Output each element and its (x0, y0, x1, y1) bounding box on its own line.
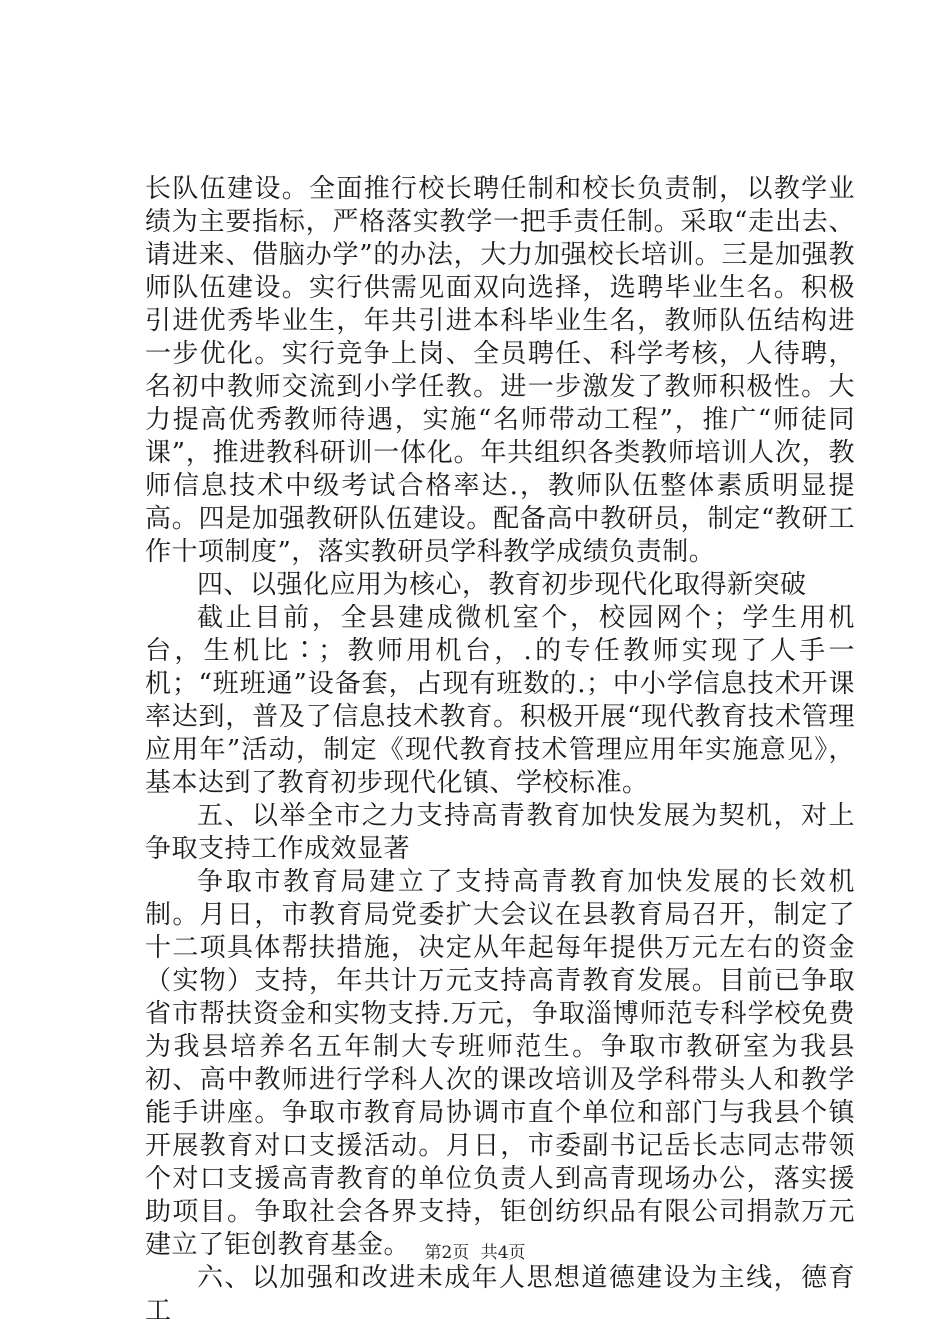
paragraph-teacher-team: 长队伍建设。全面推行校长聘任制和校长负责制，以教学业绩为主要指标，严格落实教学一把手责任制。采取“走出去、请进来、借脑办学”的办法，大力加强校长培训。三是加强教师队伍建设。实行供需见面双向选择，选聘毕业生名。积极引进优秀毕业生，年共引进本科毕业生名，教师队伍结构进一步优化。实行竞争上岗、全员聘任、科学考核，人待聘，名初中教师交流到小学任教。进一步激发了教师积极性。大力提高优秀教师待遇，实施“名师带动工程”，推广“师徒同课”，推进教科研训一体化。年共组织各类教师培训人次，教师信息技术中级考试合格率达.，教师队伍整体素质明显提高。四是加强教研队伍建设。配备高中教研员，制定“教研工作十项制度”，落实教研员学科教学成绩负责制。 (145, 174, 855, 567)
paragraph-support: 争取市教育局建立了支持高青教育加快发展的长效机制。月日，市教育局党委扩大会议在县教育局召开，制定了十二项具体帮扶措施，决定从年起每年提供万元左右的资金（实物）支持，年共计万元支持高青教育发展。目前已争取省市帮扶资金和实物支持.万元，争取淄博师范专科学校免费为我县培养名五年制大专班师范生。争取市教研室为我县初、高中教师进行学科人次的课改培训及学科带头人和教学能手讲座。争取市教育局协调市直个单位和部门与我县个镇开展教育对口支援活动。月日，市委副书记岳长志同志带领个对口支援高青教育的单位负责人到高青现场办公，落实援助项目。争取社会各界支持，钜创纺织品有限公司捐款万元建立了钜创教育基金。 (145, 867, 855, 1260)
section-heading-six: 六、以加强和改进未成年人思想道德建设为主线，德育工 (145, 1263, 855, 1326)
document-body (145, 173, 855, 1328)
paragraph-modernization: 截止目前，全县建成微机室个，校园网个；学生用机台，生机比∶；教师用机台，.的专任教师实现了人手一机；“班班通”设备套，占现有班数的.；中小学信息技术开课率达到，普及了信息技术教育。积极开展“现代教育技术管理应用年”活动，制定《现代教育技术管理应用年实施意见》，基本达到了教育初步现代化镇、学校标准。 (145, 603, 855, 798)
page-total: 共4页 (480, 1243, 526, 1263)
page-footer (0, 1238, 950, 1263)
section-heading-five: 五、以举全市之力支持高青教育加快发展为契机，对上争取支持工作成效显著 (145, 801, 855, 864)
section-heading-four: 四、以强化应用为核心，教育初步现代化取得新突破 (197, 570, 807, 600)
page-number: 第2页 (424, 1243, 470, 1263)
